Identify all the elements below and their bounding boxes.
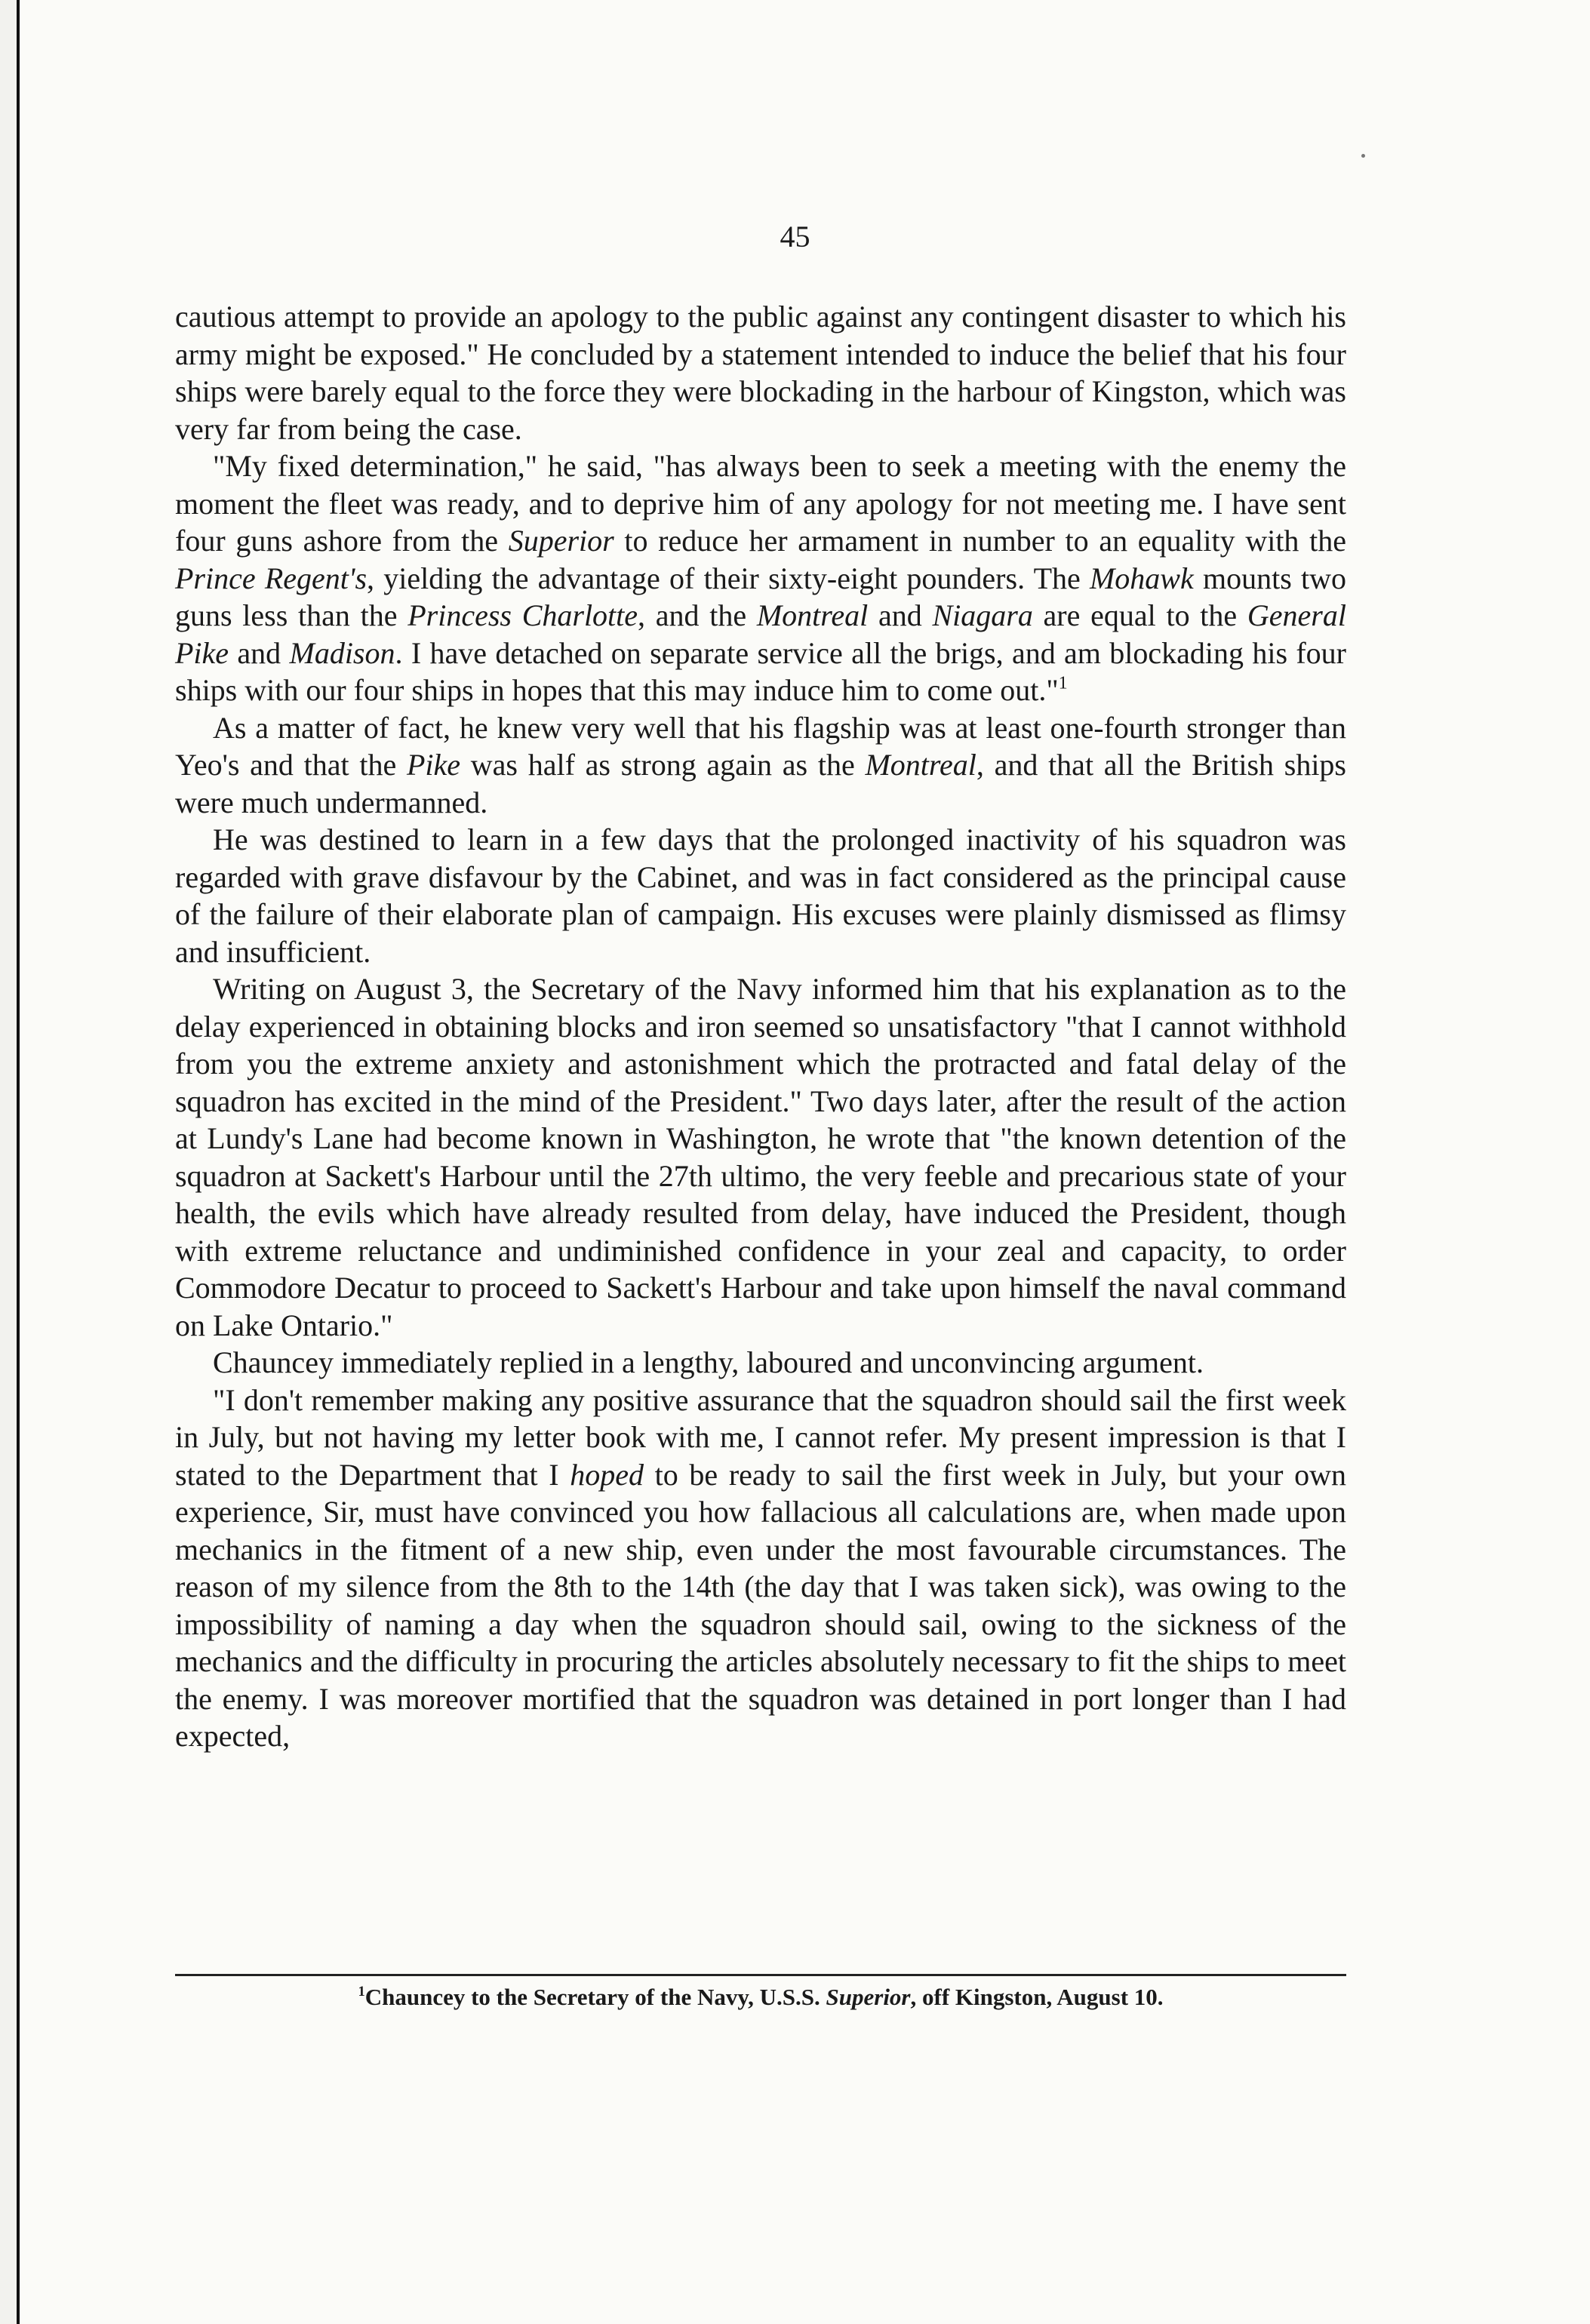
text-run: mounts two guns less than the (175, 561, 1346, 632)
paragraph (175, 298, 1346, 447)
footnote-marker: 1 (358, 1983, 365, 2000)
italic-text: Pike (406, 748, 461, 782)
page-body (175, 298, 1346, 1755)
text-run: Chauncey immediately replied in a lengthy, laboured and unconvincing argument. (213, 1345, 1204, 1379)
footnote (175, 1980, 1346, 2015)
text-run: , yielding the advantage of their sixty-eight pounders. The (367, 561, 1090, 595)
page-number: 45 (780, 220, 810, 254)
text-run: He was destined to learn in a few days that the prolonged inactivity of his squadron was regarded with grave disfavour by the Cabinet, and was in fact considered as the principal cause of the failure of their elaborate plan of campaign. His excuses were plainly dismissed as flimsy and insufficient. (175, 822, 1346, 969)
paragraph (175, 1344, 1346, 1382)
italic-text: Montreal (865, 748, 976, 782)
text-run: "I don't remember making any positive assurance that the squadron should sail the first week in July, but not having my letter book with me, I cannot refer. My present impression is that I stated to the Department that I (175, 1382, 1346, 1492)
italic-text: hoped (570, 1457, 644, 1492)
text-run: and (229, 635, 290, 670)
paragraph (175, 1382, 1346, 1755)
italic-text: Montreal (756, 598, 869, 632)
text-run: As a matter of fact, he knew very well that his flagship was at least one-fourth stronger than Yeo's and that the (175, 710, 1346, 782)
footnote-rule (175, 1974, 1346, 1976)
italic-text: Niagara (932, 598, 1033, 632)
text-run: "My fixed determination," he said, "has always been to seek a meeting with the enemy the moment the fleet was ready, and to deprive him of any apology for not meeting me. I have sent four guns ashore from the (175, 449, 1346, 558)
text-run: are equal to the (1032, 598, 1247, 632)
text-run: Chauncey to the Secretary of the Navy, U.S.S. (364, 1984, 826, 2010)
italic-text: Prince Regent's (175, 561, 368, 595)
text-run: . I have detached on separate service all the brigs, and am blockading his four ships with our four ships in hopes that this may induce him to come out." (175, 635, 1346, 707)
italic-text: Superior (508, 524, 614, 558)
paragraph (175, 970, 1346, 1344)
italic-text: Superior (826, 1984, 911, 2010)
paragraph (175, 821, 1346, 970)
text-run: to be ready to sail the first week in July, but your own experience, Sir, must have convinced you how fallacious all calculations are, when made upon mechanics in the fitment of a new ship, even under the most favourable circumstances. The reason of my silence from the 8th to the 14th (the day that I was taken sick), was owing to the impossibility of naming a day when the squadron should sail, owing to the sickness of the mechanics and the difficulty in procuring the articles absolutely necessary to fit the ships to meet the enemy. I was moreover mortified that the squadron was detained in port longer than I had expected, (175, 1457, 1346, 1753)
text-run: , and that all the British ships were much undermanned. (175, 748, 1347, 819)
paragraph (175, 447, 1346, 709)
footnote-ref: 1 (1058, 673, 1068, 693)
italic-text: Princess Charlotte (407, 598, 638, 632)
italic-text: General Pike (175, 598, 1346, 670)
text-run: , off Kingston, August 10. (910, 1984, 1164, 2010)
text-run: and (868, 598, 933, 632)
italic-text: Madison (289, 635, 395, 670)
paragraph (175, 709, 1346, 822)
text-run: , and the (638, 598, 757, 632)
text-run: cautious attempt to provide an apology to the public against any contingent disaster to which his army might be exposed." He concluded by a statement intended to induce the belief that his four ships were barely equal to the force they were blockading in the harbour of Kingston, which was very far from being the case. (175, 300, 1346, 446)
scan-speck (1361, 154, 1365, 158)
scan-binding-edge (0, 0, 20, 2324)
text-run: was half as strong again as the (460, 748, 866, 782)
text-run: to reduce her armament in number to an equality with the (614, 524, 1346, 558)
italic-text: Mohawk (1089, 561, 1194, 595)
text-run: Writing on August 3, the Secretary of the Navy informed him that his explanation as to the delay experienced in obtaining blocks and iron seemed so unsatisfactory "that I cannot withhold from you the extreme anxiety and astonishment which the protracted and fatal delay of the squadron has excited in the mind of the President." Two days later, after the result of the action at Lundy's Lane had become known in Washington, he wrote that "the known detention of the squadron at Sackett's Harbour until the 27th ultimo, the very feeble and precarious state of your health, the evils which have already resulted from delay, have induced the President, though with extreme reluctance and undiminished confidence in your zeal and capacity, to order Commodore Decatur to proceed to Sackett's Harbour and take upon himself the naval command on Lake Ontario." (175, 972, 1346, 1342)
